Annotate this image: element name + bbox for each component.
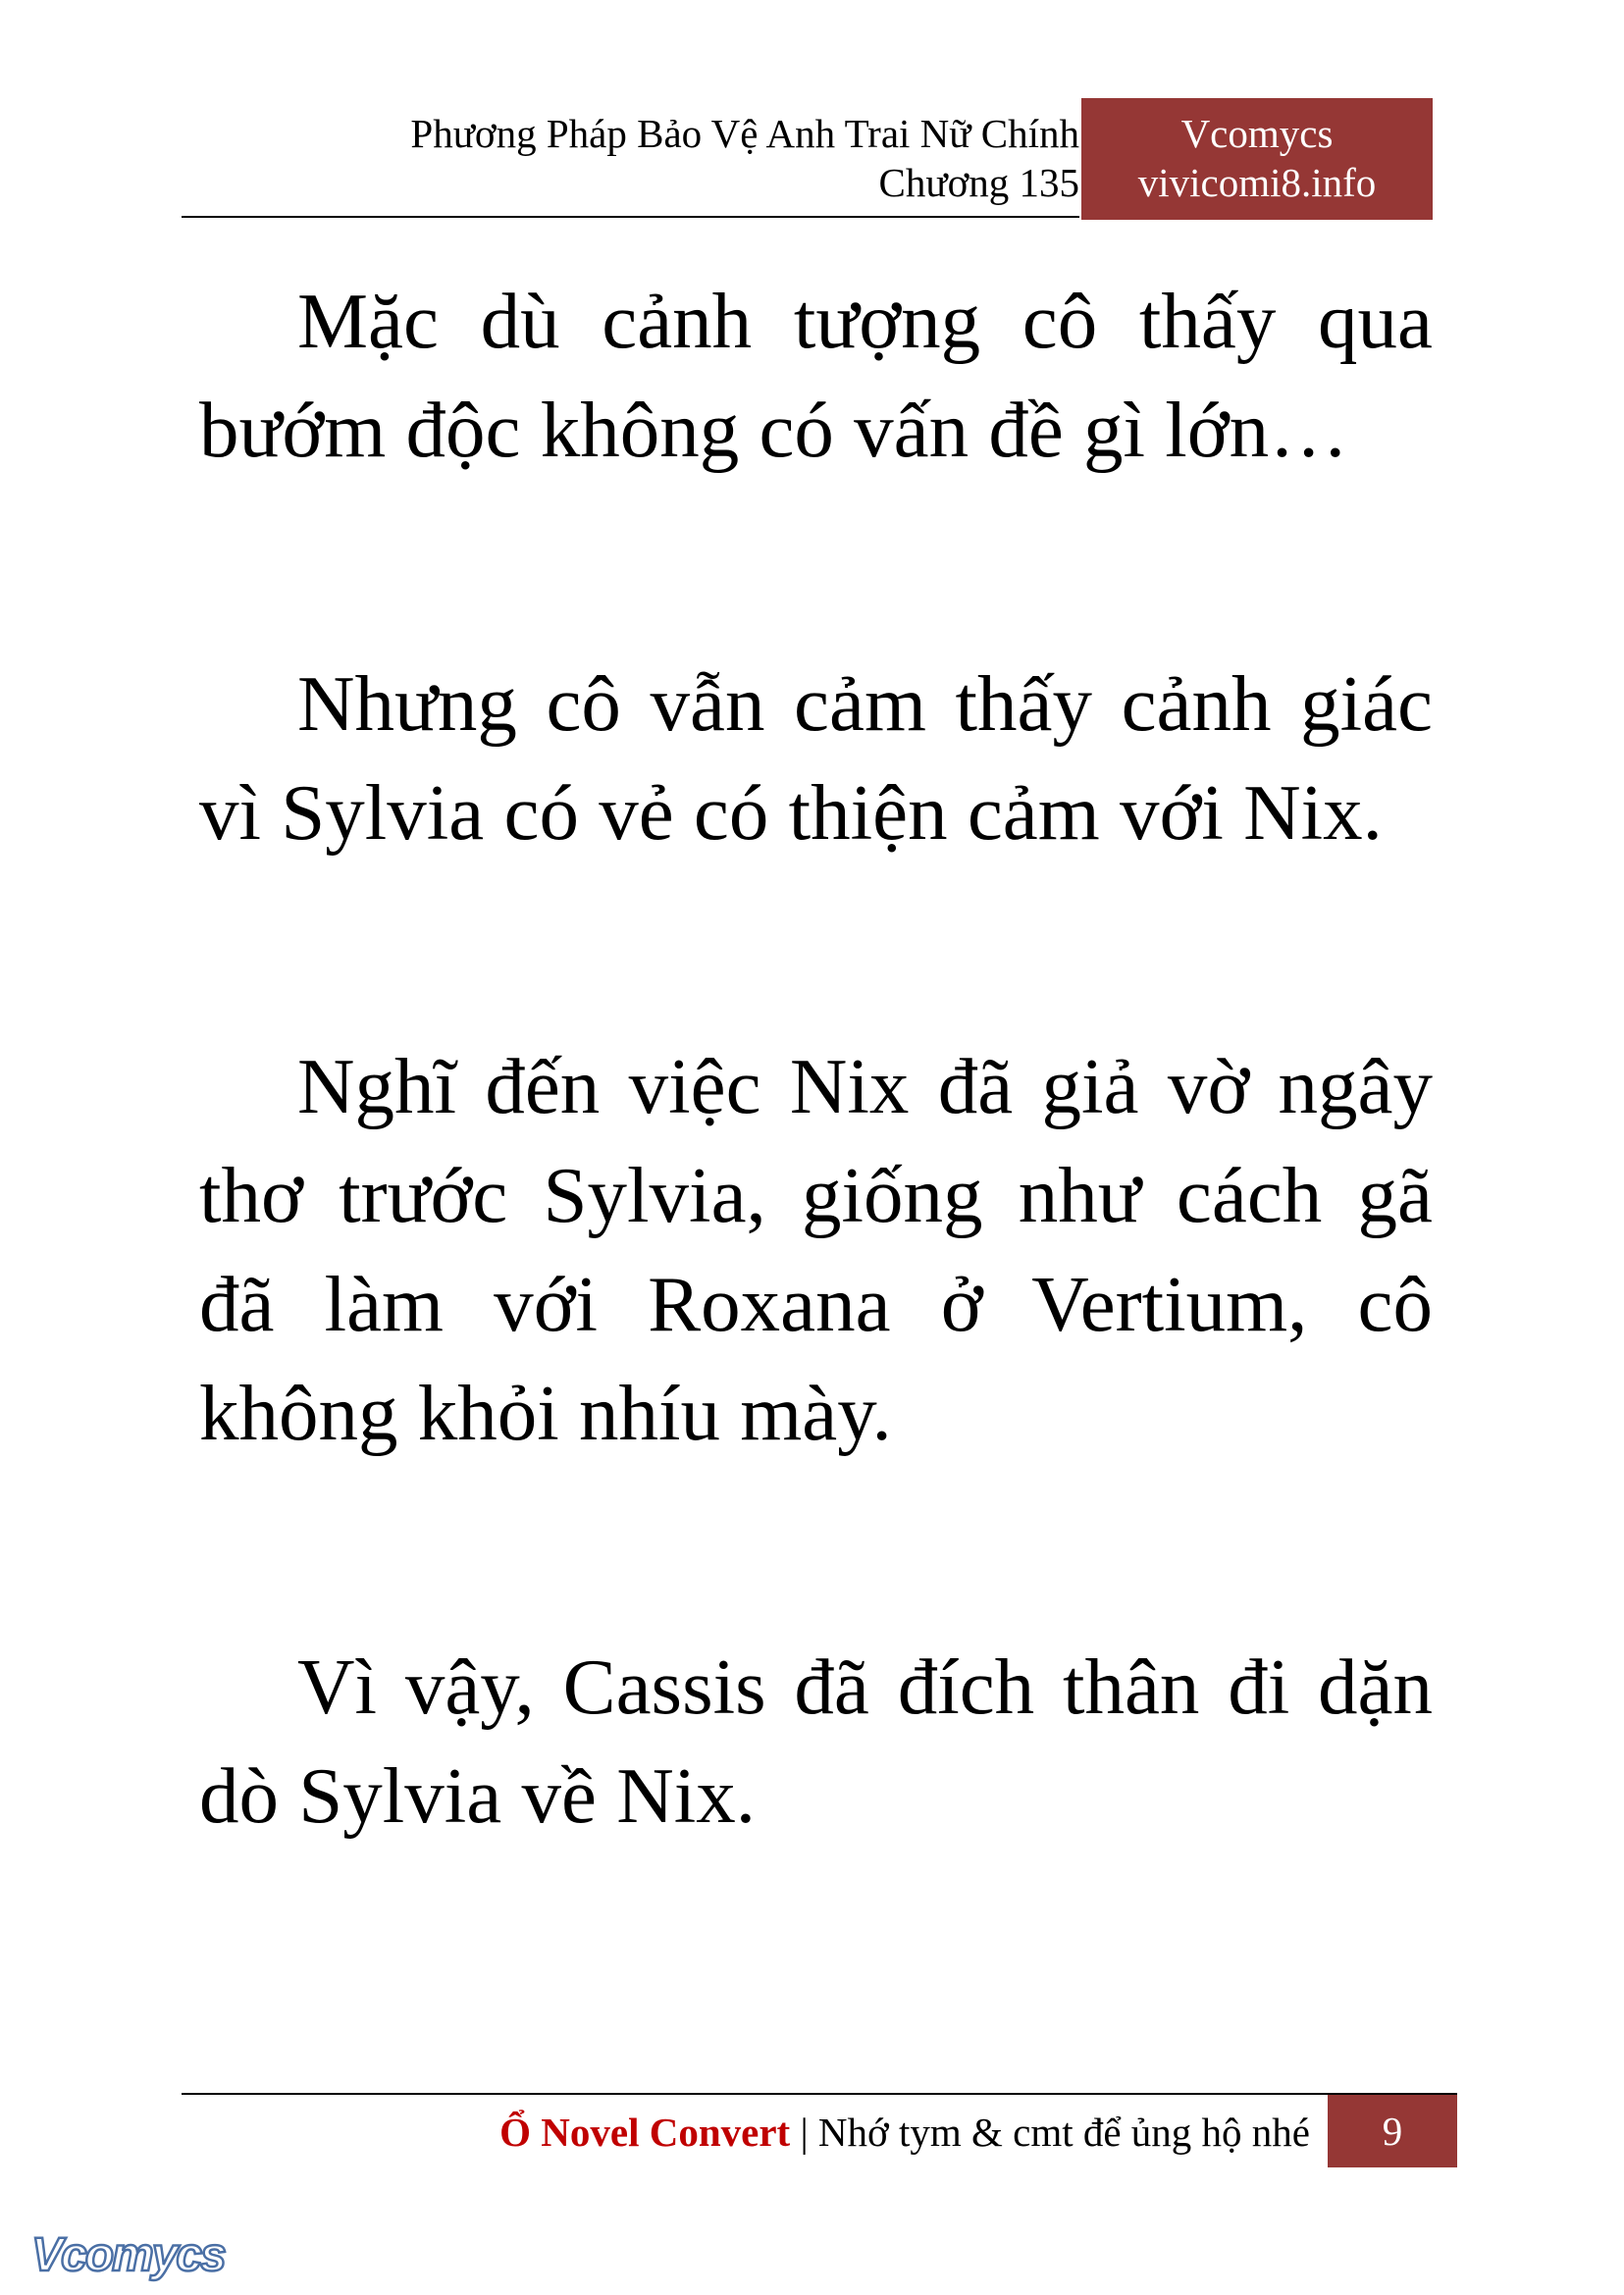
header-divider <box>182 216 1079 218</box>
vcomycs-watermark-logo <box>27 2225 253 2284</box>
footer-brand: Ổ Novel Convert <box>499 2110 791 2155</box>
site-name: Vcomycs <box>1180 111 1334 156</box>
footer-separator: | <box>800 2110 809 2155</box>
site-url: vivicomi8.info <box>1137 160 1377 205</box>
page-header <box>182 98 1433 220</box>
chapter-label: Chương 135 <box>878 160 1079 205</box>
paragraph: Nghĩ đến việc Nix đã giả vờ ngây thơ trước Sylvia, giống như cách gã đã làm với Roxana ở Vertium, cô không khỏi nhíu mày. <box>199 1042 1433 1457</box>
paragraph: Vì vậy, Cassis đã đích thân đi dặn dò Sylvia về Nix. <box>199 1643 1433 1840</box>
svg-text:Vcomycs: Vcomycs <box>31 2229 225 2281</box>
page-number: 9 <box>1328 2095 1457 2167</box>
chapter-text <box>199 267 1433 2015</box>
footer-message: Nhớ tym & cmt để ủng hộ nhé <box>817 2110 1310 2155</box>
header-title-block <box>182 98 1079 216</box>
site-badge <box>1081 98 1433 220</box>
book-title: Phương Pháp Bảo Vệ Anh Trai Nữ Chính <box>410 111 1079 156</box>
paragraph: Mặc dù cảnh tượng cô thấy qua bướm độc không có vấn đề gì lớn… <box>199 277 1433 474</box>
page-footer <box>182 2093 1457 2171</box>
paragraph: Nhưng cô vẫn cảm thấy cảnh giác vì Sylvia có vẻ có thiện cảm với Nix. <box>199 659 1433 857</box>
footer-note <box>182 2095 1310 2169</box>
